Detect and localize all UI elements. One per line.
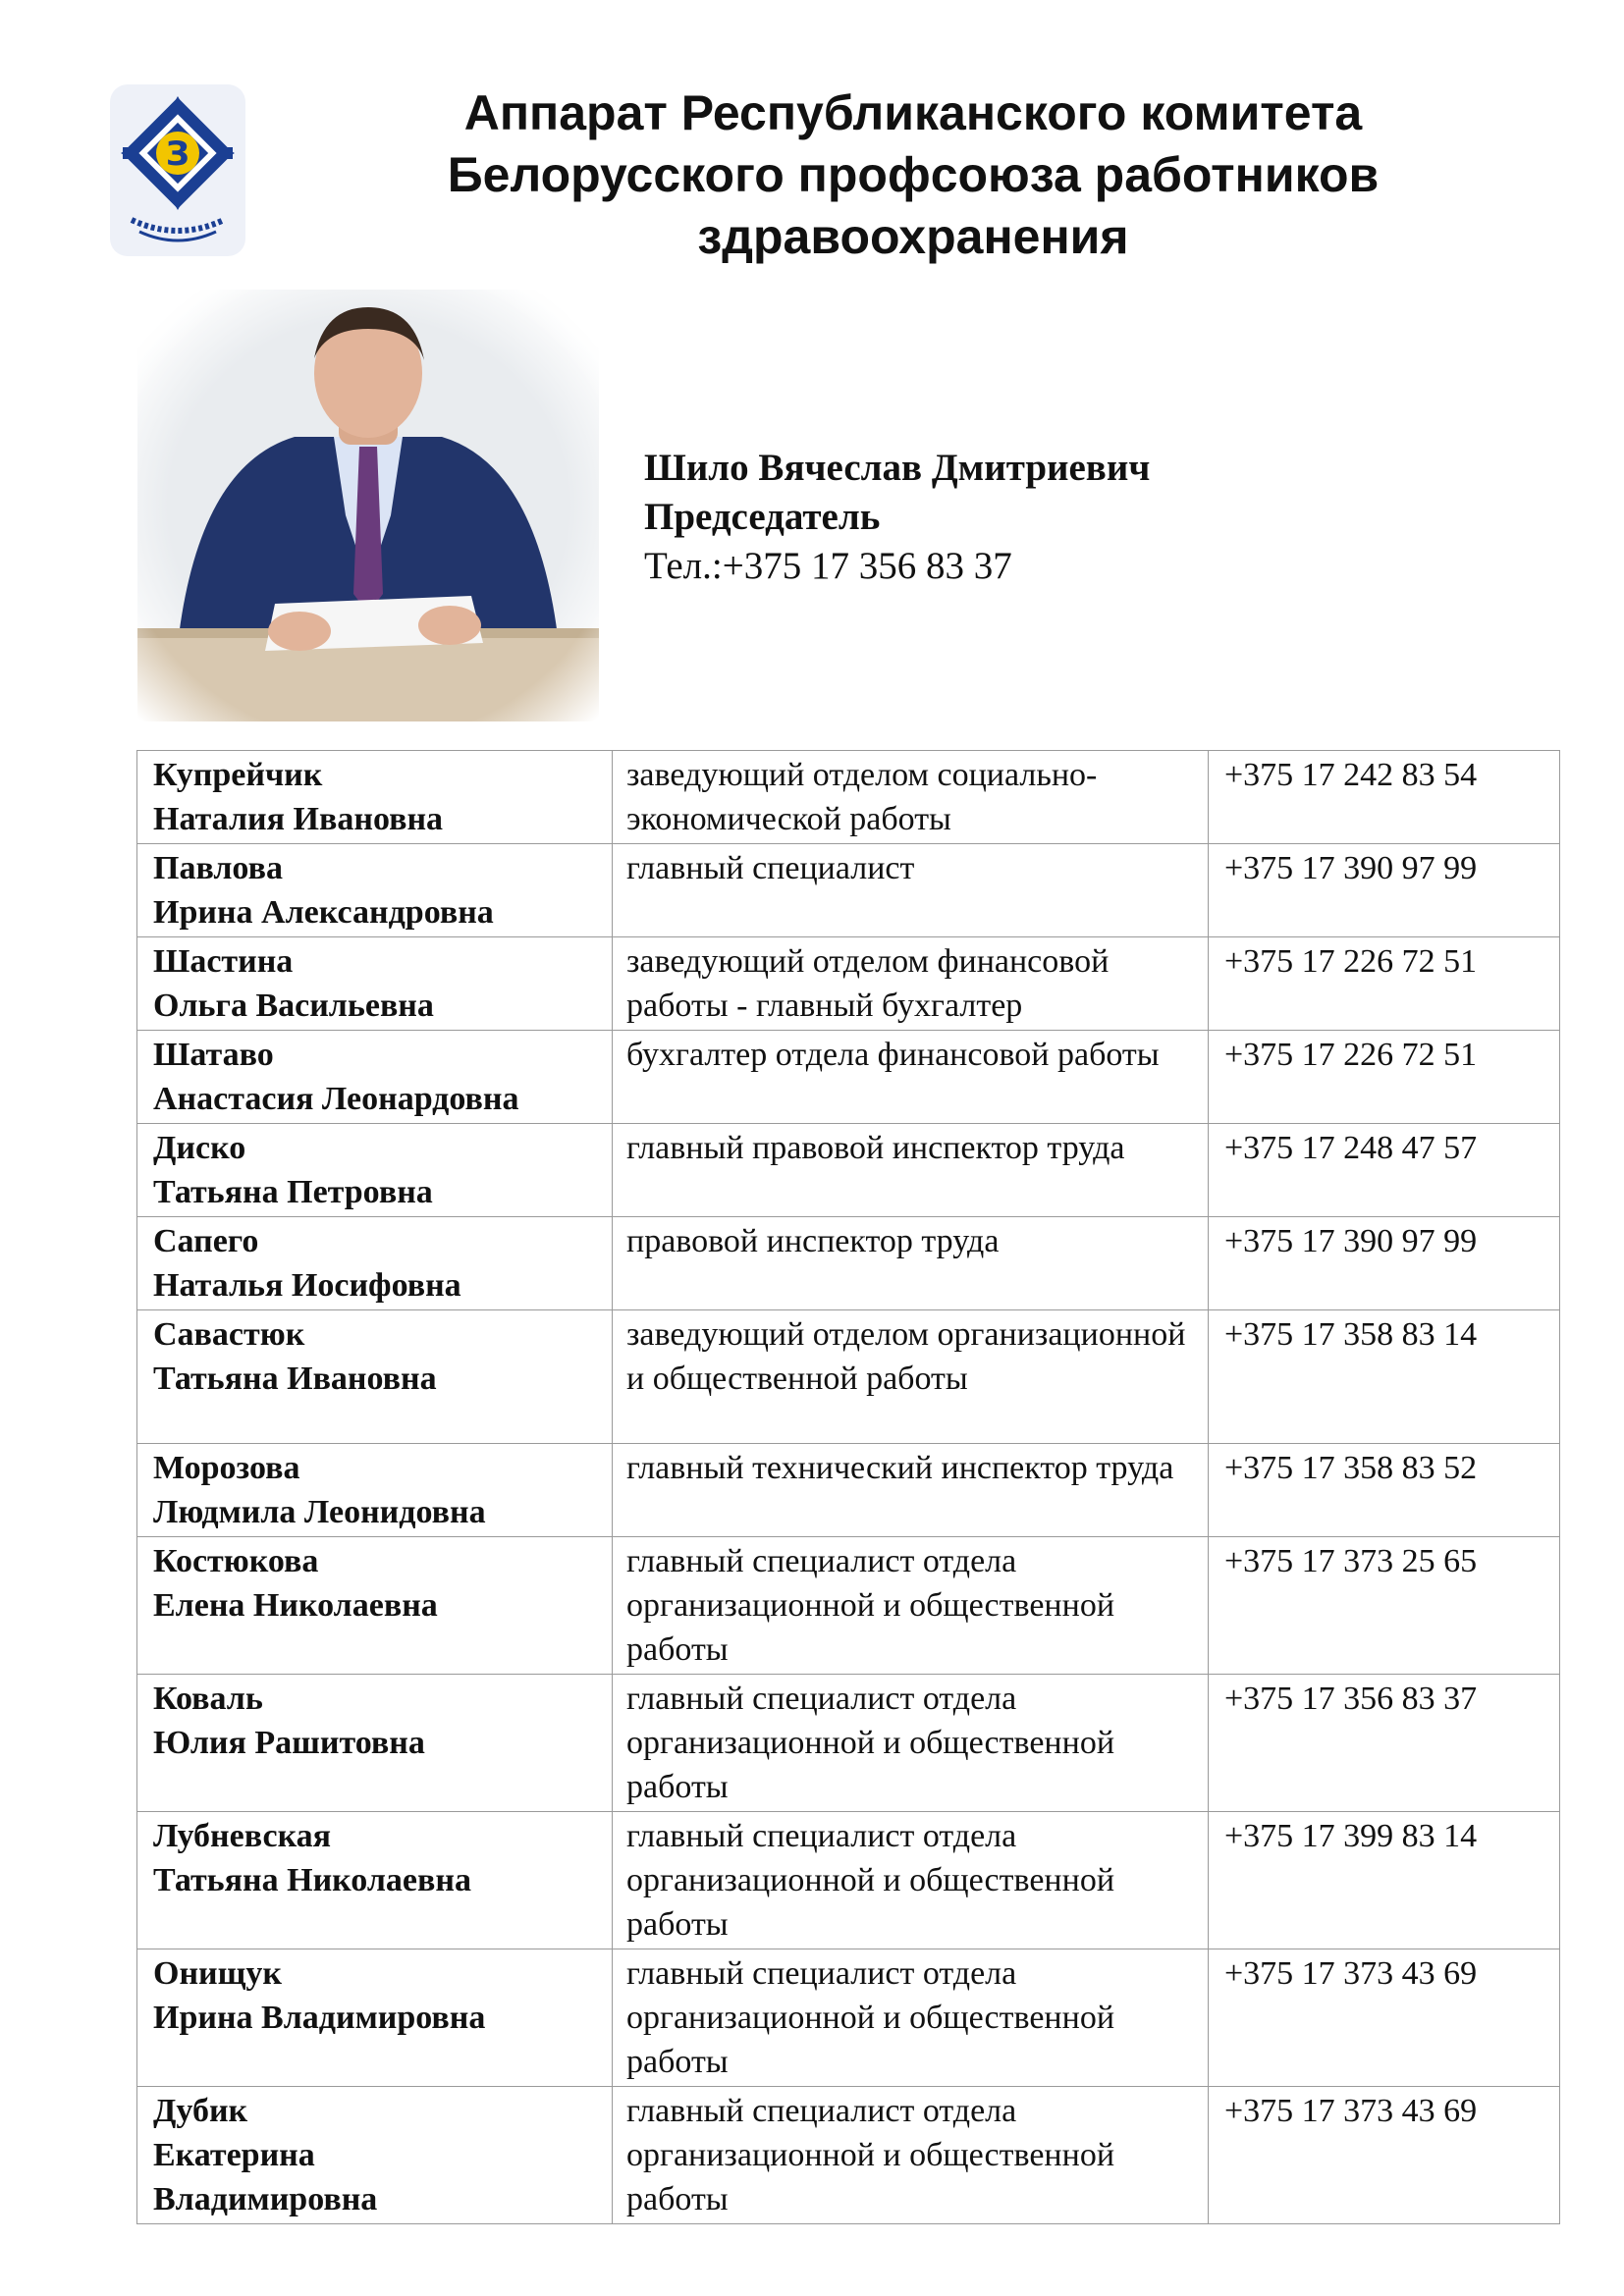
table-row [137, 1537, 1560, 1675]
staff-name [137, 844, 613, 937]
staff-phone: +375 17 242 83 54 [1209, 751, 1560, 844]
table-row [137, 1949, 1560, 2087]
staff-position: заведующий отделом финансовой работы - главный бухгалтер [613, 937, 1209, 1031]
surname: Павлова [153, 850, 283, 886]
staff-phone: +375 17 248 47 57 [1209, 1124, 1560, 1217]
staff-name [137, 1949, 613, 2087]
patronymic: Владимировна [153, 2181, 378, 2217]
surname: Купрейчик [153, 757, 323, 793]
given-names: Наталья Иосифовна [153, 1267, 461, 1304]
staff-phone: +375 17 373 25 65 [1209, 1537, 1560, 1675]
given-names: Татьяна Николаевна [153, 1862, 471, 1898]
given-names: Екатерина [153, 2137, 315, 2173]
title-line-2: Белорусского профсоюза работников [447, 147, 1380, 202]
staff-position: главный специалист отдела организационной и общественной работы [613, 1812, 1209, 1949]
staff-phone: +375 17 358 83 14 [1209, 1310, 1560, 1444]
surname: Костюкова [153, 1543, 319, 1579]
surname: Лубневская [153, 1818, 332, 1854]
staff-phone: +375 17 399 83 14 [1209, 1812, 1560, 1949]
given-names: Татьяна Петровна [153, 1174, 433, 1210]
surname: Коваль [153, 1681, 263, 1717]
staff-name [137, 937, 613, 1031]
given-names: Елена Николаевна [153, 1587, 438, 1624]
staff-phone: +375 17 373 43 69 [1209, 2087, 1560, 2224]
chairman-phone: Тел.:+375 17 356 83 37 [644, 545, 1012, 587]
staff-position: главный специалист отдела организационной и общественной работы [613, 2087, 1209, 2224]
staff-name [137, 1444, 613, 1537]
table-row [137, 1812, 1560, 1949]
staff-position: главный специалист отдела организационной и общественной работы [613, 1949, 1209, 2087]
given-names: Ирина Владимировна [153, 2000, 486, 2036]
staff-position: главный специалист [613, 844, 1209, 937]
table-row [137, 844, 1560, 937]
table-row [137, 937, 1560, 1031]
staff-phone: +375 17 390 97 99 [1209, 844, 1560, 937]
staff-position: бухгалтер отдела финансовой работы [613, 1031, 1209, 1124]
surname: Шатаво [153, 1037, 274, 1073]
title-line-1: Аппарат Республиканского комитета [463, 85, 1363, 140]
staff-phone: +375 17 226 72 51 [1209, 1031, 1560, 1124]
surname: Дубик [153, 2093, 248, 2129]
page-title [353, 82, 1473, 268]
table-row [137, 1217, 1560, 1310]
table-row [137, 1444, 1560, 1537]
staff-name [137, 1217, 613, 1310]
staff-name [137, 1537, 613, 1675]
staff-table [136, 750, 1560, 2224]
given-names: Наталия Ивановна [153, 801, 444, 837]
staff-position: заведующий отделом социально-экономической работы [613, 751, 1209, 844]
surname: Морозова [153, 1450, 300, 1486]
staff-position: заведующий отделом организационной и общественной работы [613, 1310, 1209, 1444]
staff-phone: +375 17 373 43 69 [1209, 1949, 1560, 2087]
given-names: Людмила Леонидовна [153, 1494, 486, 1530]
given-names: Ольга Васильевна [153, 988, 434, 1024]
staff-name [137, 1812, 613, 1949]
chairman-position: Председатель [644, 496, 881, 538]
table-row [137, 2087, 1560, 2224]
title-line-3: здравоохранения [697, 209, 1129, 264]
staff-name [137, 1675, 613, 1812]
table-row [137, 1031, 1560, 1124]
staff-name [137, 1031, 613, 1124]
table-row [137, 1675, 1560, 1812]
given-names: Ирина Александровна [153, 894, 494, 931]
chairman-info [644, 444, 1150, 591]
given-names: Татьяна Ивановна [153, 1361, 437, 1397]
table-row [137, 751, 1560, 844]
staff-phone: +375 17 226 72 51 [1209, 937, 1560, 1031]
given-names: Анастасия Леонардовна [153, 1081, 519, 1117]
surname: Шастина [153, 943, 294, 980]
staff-name [137, 1310, 613, 1444]
staff-phone: +375 17 390 97 99 [1209, 1217, 1560, 1310]
table-row [137, 1310, 1560, 1444]
svg-text:З: З [165, 134, 190, 174]
union-emblem-icon [110, 84, 245, 256]
staff-name [137, 1124, 613, 1217]
surname: Диско [153, 1130, 246, 1166]
staff-phone: +375 17 358 83 52 [1209, 1444, 1560, 1537]
staff-position: правовой инспектор труда [613, 1217, 1209, 1310]
surname: Савастюк [153, 1316, 305, 1353]
staff-name [137, 751, 613, 844]
chairman-portrait-photo [137, 290, 599, 721]
chairman-name: Шило Вячеслав Дмитриевич [644, 447, 1151, 489]
staff-position: главный правовой инспектор труда [613, 1124, 1209, 1217]
staff-position: главный специалист отдела организационной и общественной работы [613, 1675, 1209, 1812]
surname: Онищук [153, 1955, 282, 1992]
given-names: Юлия Рашитовна [153, 1725, 425, 1761]
surname: Сапего [153, 1223, 259, 1259]
staff-name [137, 2087, 613, 2224]
staff-position: главный специалист отдела организационной и общественной работы [613, 1537, 1209, 1675]
staff-position: главный технический инспектор труда [613, 1444, 1209, 1537]
staff-phone: +375 17 356 83 37 [1209, 1675, 1560, 1812]
table-row [137, 1124, 1560, 1217]
